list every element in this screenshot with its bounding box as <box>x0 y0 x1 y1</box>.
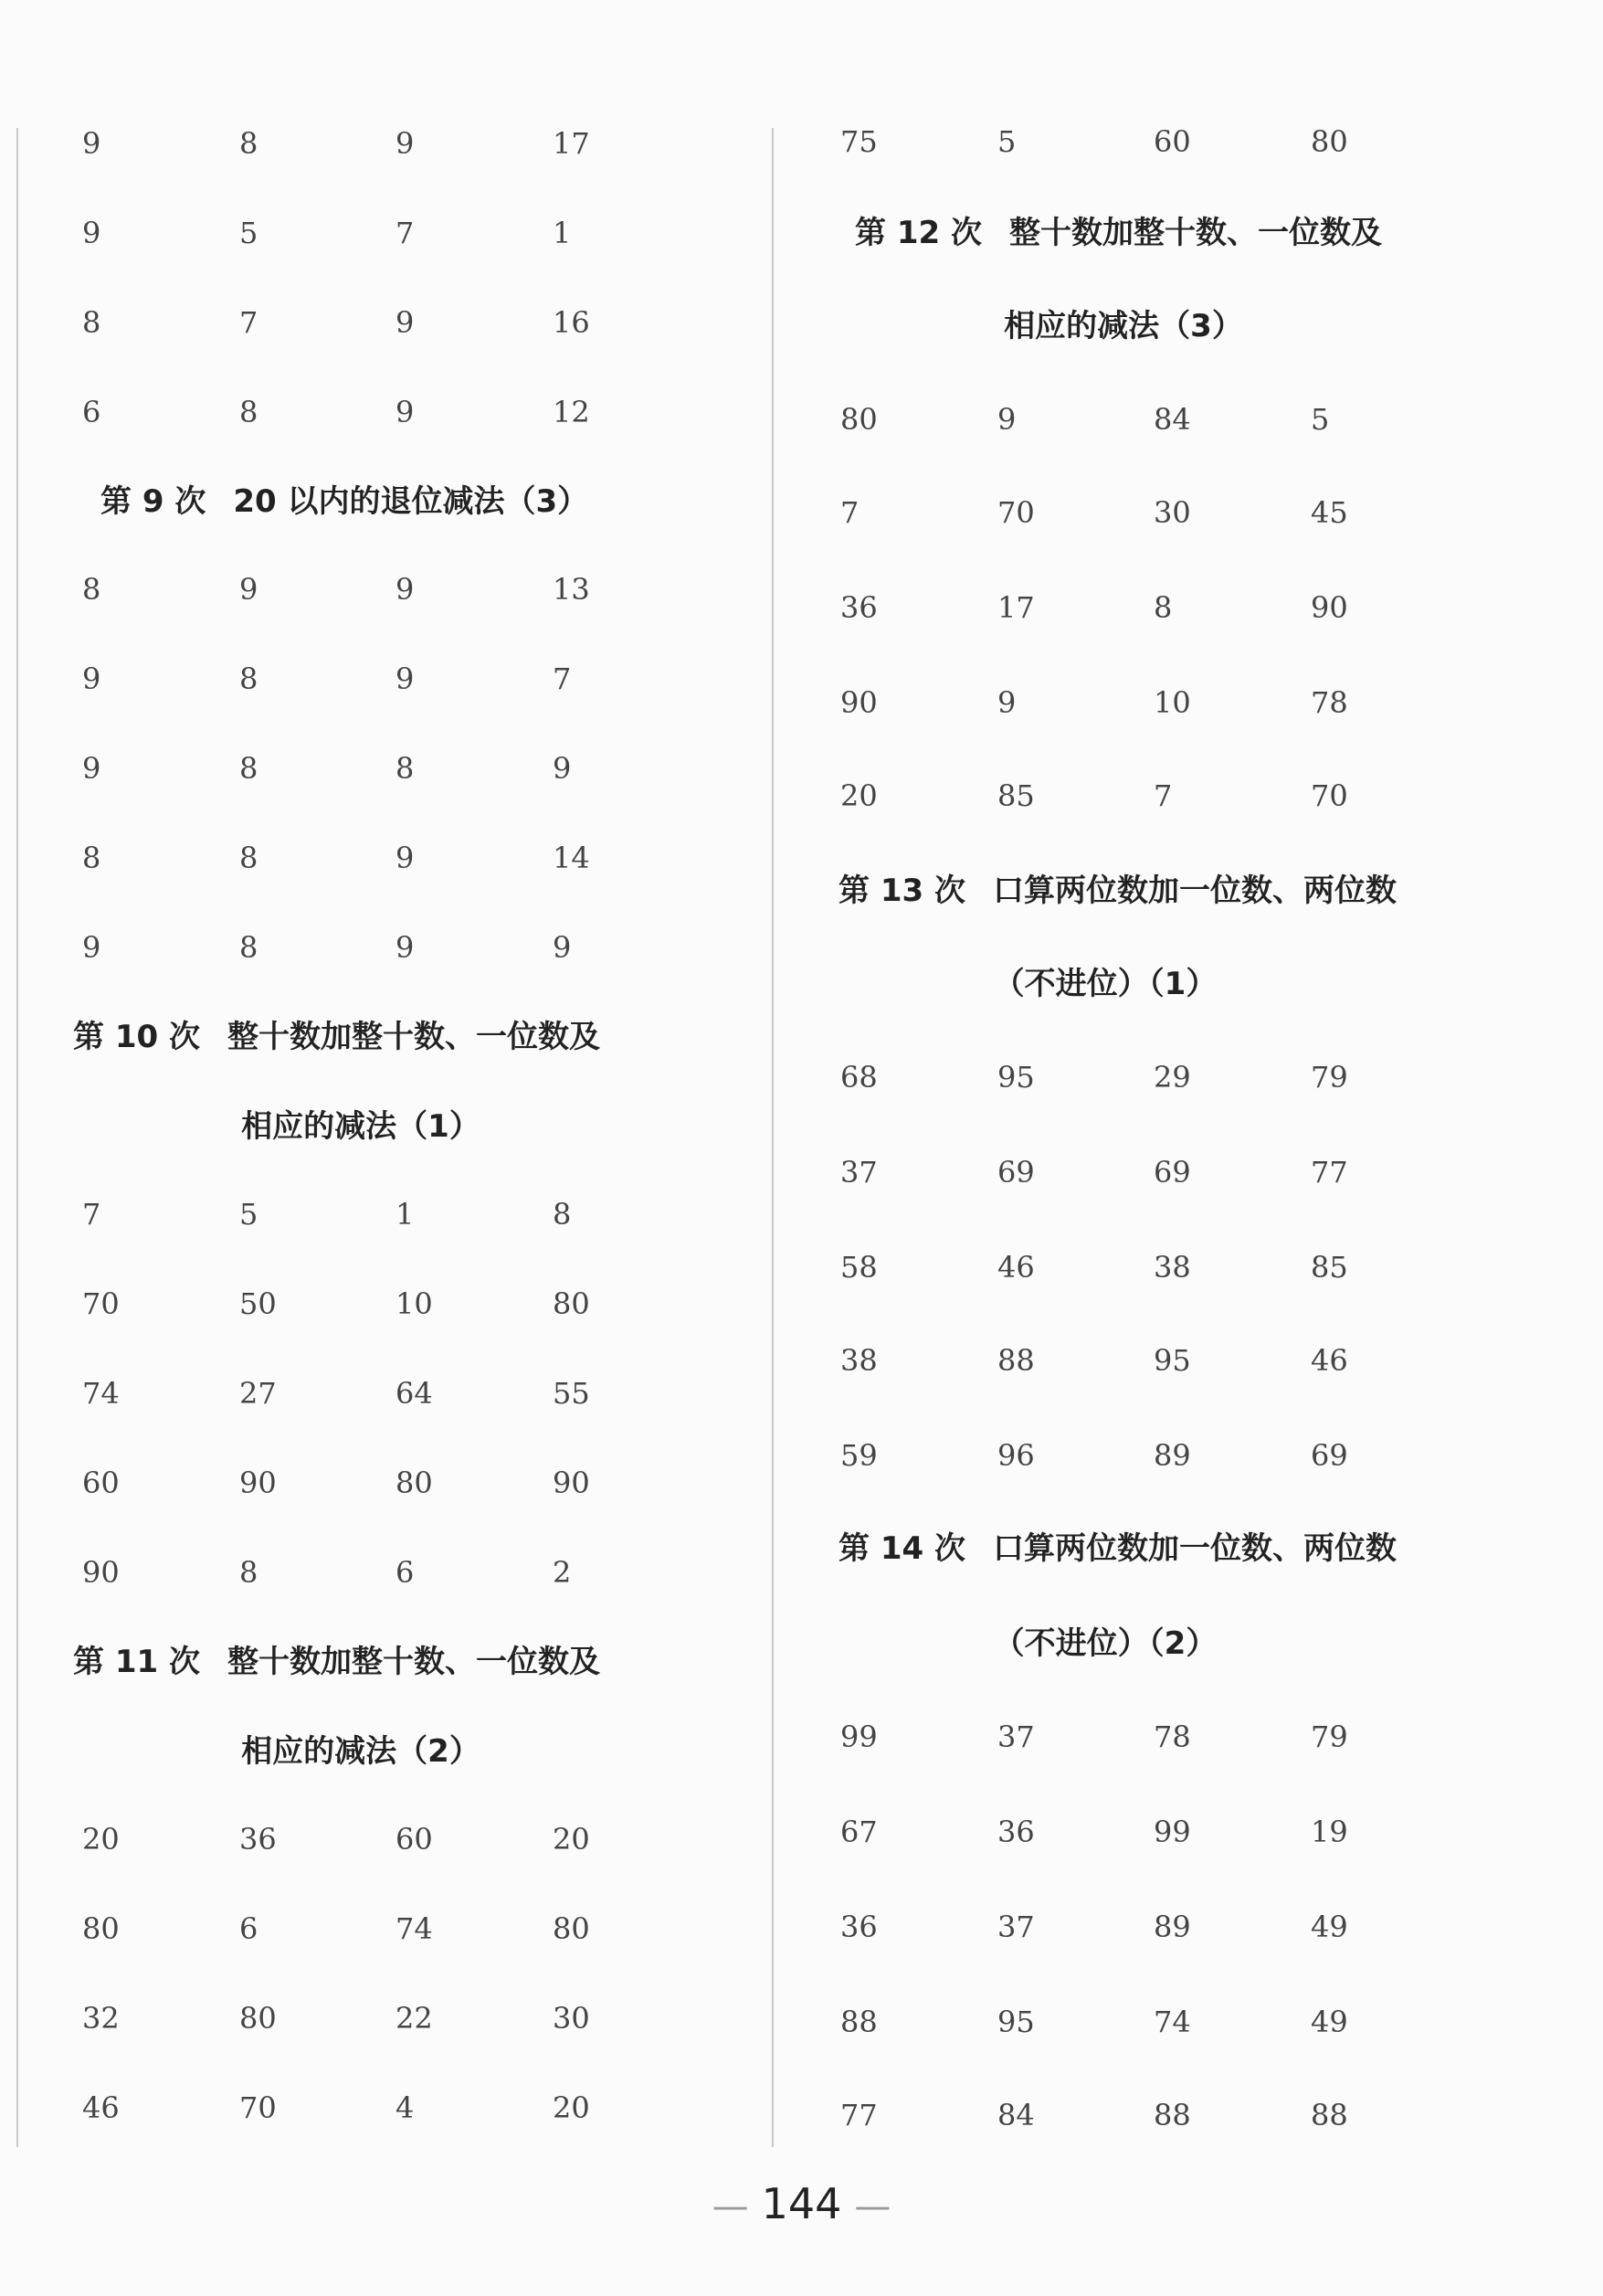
answer: 6 <box>239 1911 258 1946</box>
answer: 9 <box>395 395 415 429</box>
lesson-number: 第 14 次 <box>838 1530 965 1567</box>
answer: 9 <box>82 126 101 161</box>
lesson-number: 第 13 次 <box>838 873 965 909</box>
answer-row <box>82 1191 776 1237</box>
answer: 60 <box>1154 124 1191 159</box>
answer: 85 <box>1311 1250 1348 1285</box>
answer: 88 <box>1154 2098 1191 2132</box>
answer-row <box>840 1054 1534 1100</box>
answer: 88 <box>840 2005 878 2039</box>
answer: 8 <box>239 126 258 161</box>
answer-row <box>82 835 776 881</box>
answer: 37 <box>840 1155 878 1190</box>
answer: 20 <box>553 1822 590 1857</box>
answer: 77 <box>840 2098 878 2132</box>
answer: 69 <box>1311 1438 1348 1473</box>
answer: 77 <box>1311 1155 1348 1190</box>
answer: 7 <box>82 1197 101 1232</box>
answer: 8 <box>239 751 258 786</box>
answer: 58 <box>840 1250 878 1285</box>
answer: 8 <box>239 930 258 965</box>
answer: 12 <box>553 395 590 429</box>
answer: 7 <box>840 495 860 530</box>
answer: 1 <box>395 1197 415 1232</box>
answer-row <box>840 585 1534 630</box>
answer: 80 <box>239 2001 277 2036</box>
answer: 8 <box>553 1197 572 1232</box>
answer: 49 <box>1311 1910 1348 1944</box>
answer: 46 <box>997 1250 1035 1285</box>
section-heading <box>855 210 1494 256</box>
answer: 9 <box>395 841 415 875</box>
answer: 36 <box>239 1822 277 1857</box>
answer: 84 <box>997 2098 1035 2132</box>
section-heading <box>73 1014 712 1060</box>
answer-row <box>82 566 776 612</box>
answer: 75 <box>840 124 878 159</box>
section-heading <box>73 1639 712 1685</box>
answer: 9 <box>395 572 415 607</box>
answer: 96 <box>997 1438 1035 1473</box>
answer: 70 <box>997 495 1035 530</box>
answer-row <box>82 300 776 345</box>
answer: 6 <box>82 395 101 429</box>
answer: 36 <box>840 590 878 625</box>
answer: 79 <box>1311 1060 1348 1095</box>
answer-row <box>840 2092 1534 2138</box>
answer: 7 <box>1154 778 1173 813</box>
answer: 37 <box>997 1910 1035 1944</box>
answer-row <box>82 656 776 702</box>
answer: 32 <box>82 2001 120 2036</box>
answer: 50 <box>239 1286 277 1321</box>
answer: 59 <box>840 1438 878 1473</box>
answer: 8 <box>239 841 258 875</box>
answer: 22 <box>395 2001 433 2036</box>
answer: 5 <box>997 124 1017 159</box>
answer-row <box>82 121 776 166</box>
section-title-line1: 口算两位数加一位数、两位数 <box>993 873 1397 909</box>
answer: 79 <box>1311 1719 1348 1754</box>
answer: 38 <box>840 1343 878 1378</box>
answer: 60 <box>395 1822 433 1857</box>
answer: 88 <box>997 1343 1035 1378</box>
answer-row <box>840 1244 1534 1290</box>
section-heading <box>838 868 1478 914</box>
answer: 8 <box>82 572 101 607</box>
answer: 10 <box>1154 685 1191 720</box>
section-title-line2: 相应的减法（3） <box>1004 308 1243 344</box>
answer: 9 <box>239 572 258 607</box>
answer: 69 <box>1154 1155 1191 1190</box>
page-number-dash-left: — <box>712 2185 749 2227</box>
answer-row <box>840 1338 1534 1383</box>
answer: 84 <box>1154 402 1191 437</box>
answer: 90 <box>82 1555 120 1590</box>
answer: 4 <box>395 2090 415 2125</box>
page-number-value: 144 <box>761 2179 842 2228</box>
answer: 89 <box>1154 1910 1191 1944</box>
answer: 74 <box>82 1376 120 1411</box>
answer: 6 <box>395 1555 415 1590</box>
answer-row <box>82 1370 776 1416</box>
answer: 5 <box>1311 402 1330 437</box>
answer: 68 <box>840 1060 878 1095</box>
answer: 70 <box>1311 778 1348 813</box>
answer: 95 <box>997 1060 1035 1095</box>
answer: 1 <box>553 216 572 250</box>
answer: 8 <box>239 661 258 696</box>
answer-row <box>840 397 1534 442</box>
section-title-line1: 整十数加整十数、一位数及 <box>227 1019 600 1055</box>
section-title-line2: （不进位）（1） <box>993 966 1218 1002</box>
answer: 9 <box>82 751 101 786</box>
answer: 30 <box>1154 495 1191 530</box>
answer: 30 <box>553 2001 590 2036</box>
answer: 7 <box>395 216 415 250</box>
answer: 17 <box>997 590 1035 625</box>
answer: 70 <box>82 1286 120 1321</box>
section-title-line1: 整十数加整十数、一位数及 <box>227 1644 600 1680</box>
section-title-line2: （不进位）（2） <box>993 1625 1218 1662</box>
answer: 95 <box>1154 1343 1191 1378</box>
answer: 8 <box>395 751 415 786</box>
answer: 8 <box>239 395 258 429</box>
answer: 78 <box>1154 1719 1191 1754</box>
answer: 5 <box>239 216 258 250</box>
answer: 9 <box>395 305 415 340</box>
lesson-number: 第 9 次 <box>100 483 206 520</box>
section-heading <box>100 479 740 524</box>
answer-row <box>82 746 776 791</box>
answer: 14 <box>553 841 590 875</box>
answer-row <box>82 1995 776 2041</box>
answer: 38 <box>1154 1250 1191 1285</box>
answer: 16 <box>553 305 590 340</box>
answer-row <box>840 1904 1534 1950</box>
section-title-line1: 整十数加整十数、一位数及 <box>1009 215 1382 251</box>
answer: 36 <box>997 1815 1035 1849</box>
answer-row <box>840 1433 1534 1478</box>
answer: 5 <box>239 1197 258 1232</box>
answer: 80 <box>553 1286 590 1321</box>
answer: 8 <box>239 1555 258 1590</box>
answer-row <box>82 1906 776 1952</box>
lesson-number: 第 10 次 <box>73 1019 200 1055</box>
section-title-line2: 相应的减法（1） <box>241 1108 480 1145</box>
answer: 67 <box>840 1815 878 1849</box>
answer: 9 <box>395 661 415 696</box>
answer-row <box>840 1809 1534 1855</box>
answer: 8 <box>82 841 101 875</box>
answer: 46 <box>82 2090 120 2125</box>
answer: 9 <box>82 930 101 965</box>
answer: 85 <box>997 778 1035 813</box>
answer: 9 <box>997 402 1017 437</box>
answer: 19 <box>1311 1815 1348 1849</box>
answer: 20 <box>840 778 878 813</box>
answer: 36 <box>840 1910 878 1944</box>
answer-row <box>82 389 776 435</box>
answer-row <box>840 1714 1534 1760</box>
answer: 29 <box>1154 1060 1191 1095</box>
answer: 9 <box>553 751 572 786</box>
answer: 9 <box>82 661 101 696</box>
section-title-line2: 相应的减法（2） <box>241 1733 480 1770</box>
answer: 8 <box>82 305 101 340</box>
left-margin-rule <box>16 128 18 2147</box>
answer: 9 <box>997 685 1017 720</box>
answer: 9 <box>82 216 101 250</box>
answer: 99 <box>1154 1815 1191 1849</box>
answer: 20 <box>553 2090 590 2125</box>
answer-row <box>840 680 1534 725</box>
answer: 99 <box>840 1719 878 1754</box>
answer: 90 <box>840 685 878 720</box>
page-number-dash-right: — <box>854 2185 891 2227</box>
answer: 88 <box>1311 2098 1348 2132</box>
answer: 46 <box>1311 1343 1348 1378</box>
answer: 90 <box>553 1465 590 1500</box>
answer-row <box>82 210 776 256</box>
answer: 80 <box>1311 124 1348 159</box>
answer: 64 <box>395 1376 433 1411</box>
answer: 90 <box>1311 590 1348 625</box>
answer: 9 <box>395 930 415 965</box>
answer: 17 <box>553 126 590 161</box>
answer: 89 <box>1154 1438 1191 1473</box>
answer: 7 <box>239 305 258 340</box>
section-title: 20 以内的退位减法（3） <box>233 483 589 520</box>
answer: 13 <box>553 572 590 607</box>
answer: 60 <box>82 1465 120 1500</box>
answer-row <box>82 2085 776 2131</box>
answer: 95 <box>997 2005 1035 2039</box>
answer: 37 <box>997 1719 1035 1754</box>
answer: 7 <box>553 661 572 696</box>
answer: 80 <box>82 1911 120 1946</box>
answer: 90 <box>239 1465 277 1500</box>
answer-row <box>840 1999 1534 2045</box>
answer: 80 <box>553 1911 590 1946</box>
answer: 78 <box>1311 685 1348 720</box>
answer-row <box>82 1460 776 1506</box>
answer: 20 <box>82 1822 120 1857</box>
answer: 80 <box>840 402 878 437</box>
answer: 9 <box>395 126 415 161</box>
page-number <box>0 2176 1603 2234</box>
answer: 80 <box>395 1465 433 1500</box>
answer-row <box>82 925 776 970</box>
answer-row <box>840 773 1534 819</box>
answer-row <box>840 1149 1534 1195</box>
answer: 55 <box>553 1376 590 1411</box>
lesson-number: 第 11 次 <box>73 1644 200 1680</box>
answer-row <box>82 1816 776 1862</box>
answer: 10 <box>395 1286 433 1321</box>
answer: 8 <box>1154 590 1173 625</box>
answer: 74 <box>395 1911 433 1946</box>
section-heading <box>838 1526 1478 1571</box>
answer-row <box>82 1550 776 1595</box>
answer: 49 <box>1311 2005 1348 2039</box>
answer-row <box>840 119 1534 164</box>
answer: 2 <box>553 1555 572 1590</box>
section-title-line1: 口算两位数加一位数、两位数 <box>993 1530 1397 1567</box>
answer: 69 <box>997 1155 1035 1190</box>
answer-row <box>840 490 1534 535</box>
answer: 70 <box>239 2090 277 2125</box>
answer: 74 <box>1154 2005 1191 2039</box>
answer: 27 <box>239 1376 277 1411</box>
lesson-number: 第 12 次 <box>855 215 982 251</box>
answer-row <box>82 1281 776 1327</box>
answer: 9 <box>553 930 572 965</box>
answer: 45 <box>1311 495 1348 530</box>
